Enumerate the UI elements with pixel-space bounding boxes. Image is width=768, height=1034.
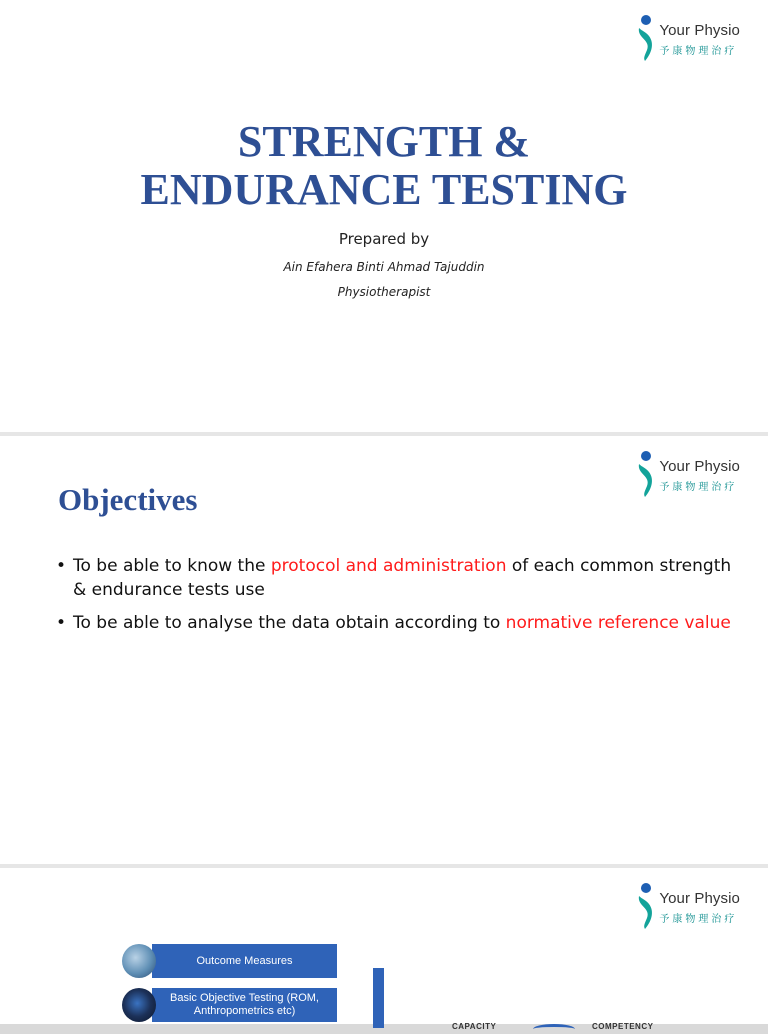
prepared-by-label: Prepared by [338, 230, 430, 248]
measure-icon [122, 988, 156, 1022]
author-role: Physiotherapist [337, 285, 431, 299]
objectives-heading: Objectives [58, 482, 198, 517]
presentation-title [0, 118, 768, 214]
title-line-2: ENDURANCE TESTING [140, 165, 628, 214]
diagram-arc [533, 1024, 575, 1034]
basic-objective-testing-box: Basic Objective Testing (ROM, Anthropometrics etc) [152, 988, 337, 1022]
objective-highlight: normative reference value [505, 613, 731, 633]
author-name: Ain Efahera Binti Ahmad Tajuddin [283, 260, 485, 274]
slide-assessment-overview [0, 864, 768, 1031]
physio-figure-icon [635, 882, 657, 930]
logo-name: Your Physio [659, 22, 740, 39]
clipboard-icon [122, 944, 156, 978]
objective-highlight: protocol and administration [270, 556, 507, 576]
physio-figure-icon [635, 14, 657, 62]
physio-figure-icon [635, 450, 657, 498]
your-physio-logo [635, 882, 740, 930]
objective-item-2: • To be able to analyse the data obtain according to normative reference value [56, 611, 736, 635]
competency-label: COMPETENCY [592, 1022, 654, 1031]
your-physio-logo [635, 450, 740, 498]
objective-item-1: • To be able to know the protocol and administration of each common strength & endurance tests use [56, 554, 736, 602]
logo-name: Your Physio [659, 458, 740, 475]
logo-name: Your Physio [659, 890, 740, 907]
logo-subtitle: 予康物理治疗 [659, 46, 738, 57]
logo-subtitle: 予康物理治疗 [659, 482, 738, 493]
objectives-list [56, 554, 736, 644]
vertical-connector-bar [373, 968, 384, 1028]
capacity-label: CAPACITY [452, 1022, 497, 1031]
slide-objectives [0, 432, 768, 864]
slide-title [0, 0, 768, 432]
outcome-measures-box: Outcome Measures [152, 944, 337, 978]
title-line-1: STRENGTH & [237, 117, 531, 166]
your-physio-logo [635, 14, 740, 62]
logo-subtitle: 予康物理治疗 [659, 914, 738, 925]
